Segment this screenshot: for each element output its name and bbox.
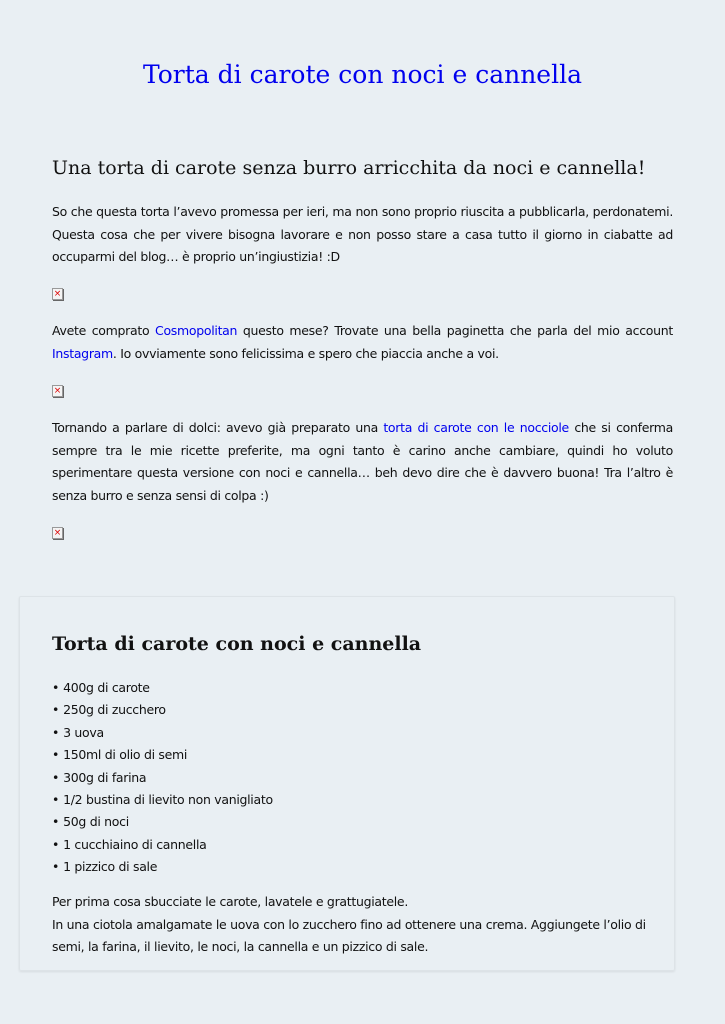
ingredient-item: • 1 pizzico di sale	[52, 856, 273, 878]
cosmopolitan-paragraph	[52, 320, 673, 365]
cosmopolitan-link[interactable]: Cosmopolitan	[155, 323, 238, 338]
broken-image-icon: ×	[53, 289, 62, 299]
instagram-link[interactable]: Instagram	[52, 345, 113, 361]
recipe-steps	[52, 891, 652, 959]
broken-image-icon: ×	[53, 386, 62, 396]
text: Avete comprato	[52, 323, 156, 338]
ingredient-list	[52, 677, 273, 879]
ingredient-item: • 1 cucchiaino di cannella	[52, 834, 273, 856]
page-title: Torta di carote con noci e cannella	[142, 60, 582, 89]
text: Tornando a parlare di dolci: avevo già preparato una	[52, 420, 384, 435]
step-text: Per prima cosa sbucciate le carote, lavatele e grattugiatele.	[52, 894, 408, 909]
intro-paragraph: So che questa torta l’avevo promessa per ieri, ma non sono proprio riuscita a pubblicarla, perdonatemi. Questa cosa che per vivere bisogna lavorare e non posso stare a casa tutto il giorno in ciabatte ad occuparmi del blog… è proprio un’ingiustizia! :D	[52, 204, 673, 264]
post-subtitle: Una torta di carote senza burro arricchita da noci e cannella!	[52, 157, 646, 179]
ingredient-item: • 250g di zucchero	[52, 699, 273, 721]
ingredient-item: • 300g di farina	[52, 767, 273, 789]
text: . Io ovviamente sono felicissima e spero che piaccia anche a voi.	[112, 345, 499, 361]
nocciole-recipe-link[interactable]: torta di carote con le nocciole	[383, 420, 569, 435]
recipe-title: Torta di carote con noci e cannella	[52, 633, 422, 655]
ingredient-item: • 150ml di olio di semi	[52, 744, 273, 766]
text: che si conferma sempre tra le mie ricette preferite, ma ogni tanto è carino anche cambiare, quindi ho voluto sperimentare questa versione con noci e cannella… beh devo dire che è davvero buona! Tra l’altro è senza burro e senza sensi di colpa :)	[52, 420, 673, 503]
ingredient-item: • 50g di noci	[52, 811, 273, 833]
text: questo mese? Trovate una bella paginetta che parla del mio account	[237, 323, 673, 338]
ingredient-item: • 3 uova	[52, 722, 273, 744]
ingredient-item: • 400g di carote	[52, 677, 273, 699]
recipe-card	[19, 596, 675, 971]
recipe-intro-paragraph	[52, 417, 673, 507]
ingredient-item: • 1/2 bustina di lievito non vanigliato	[52, 789, 273, 811]
step-text: In una ciotola amalgamate le uova con lo zucchero fino ad ottenere una crema. Aggiungete l’olio di semi, la farina, il lievito, le noci, la cannella e un pizzico di sale.	[52, 916, 646, 954]
broken-image-icon: ×	[53, 528, 62, 538]
